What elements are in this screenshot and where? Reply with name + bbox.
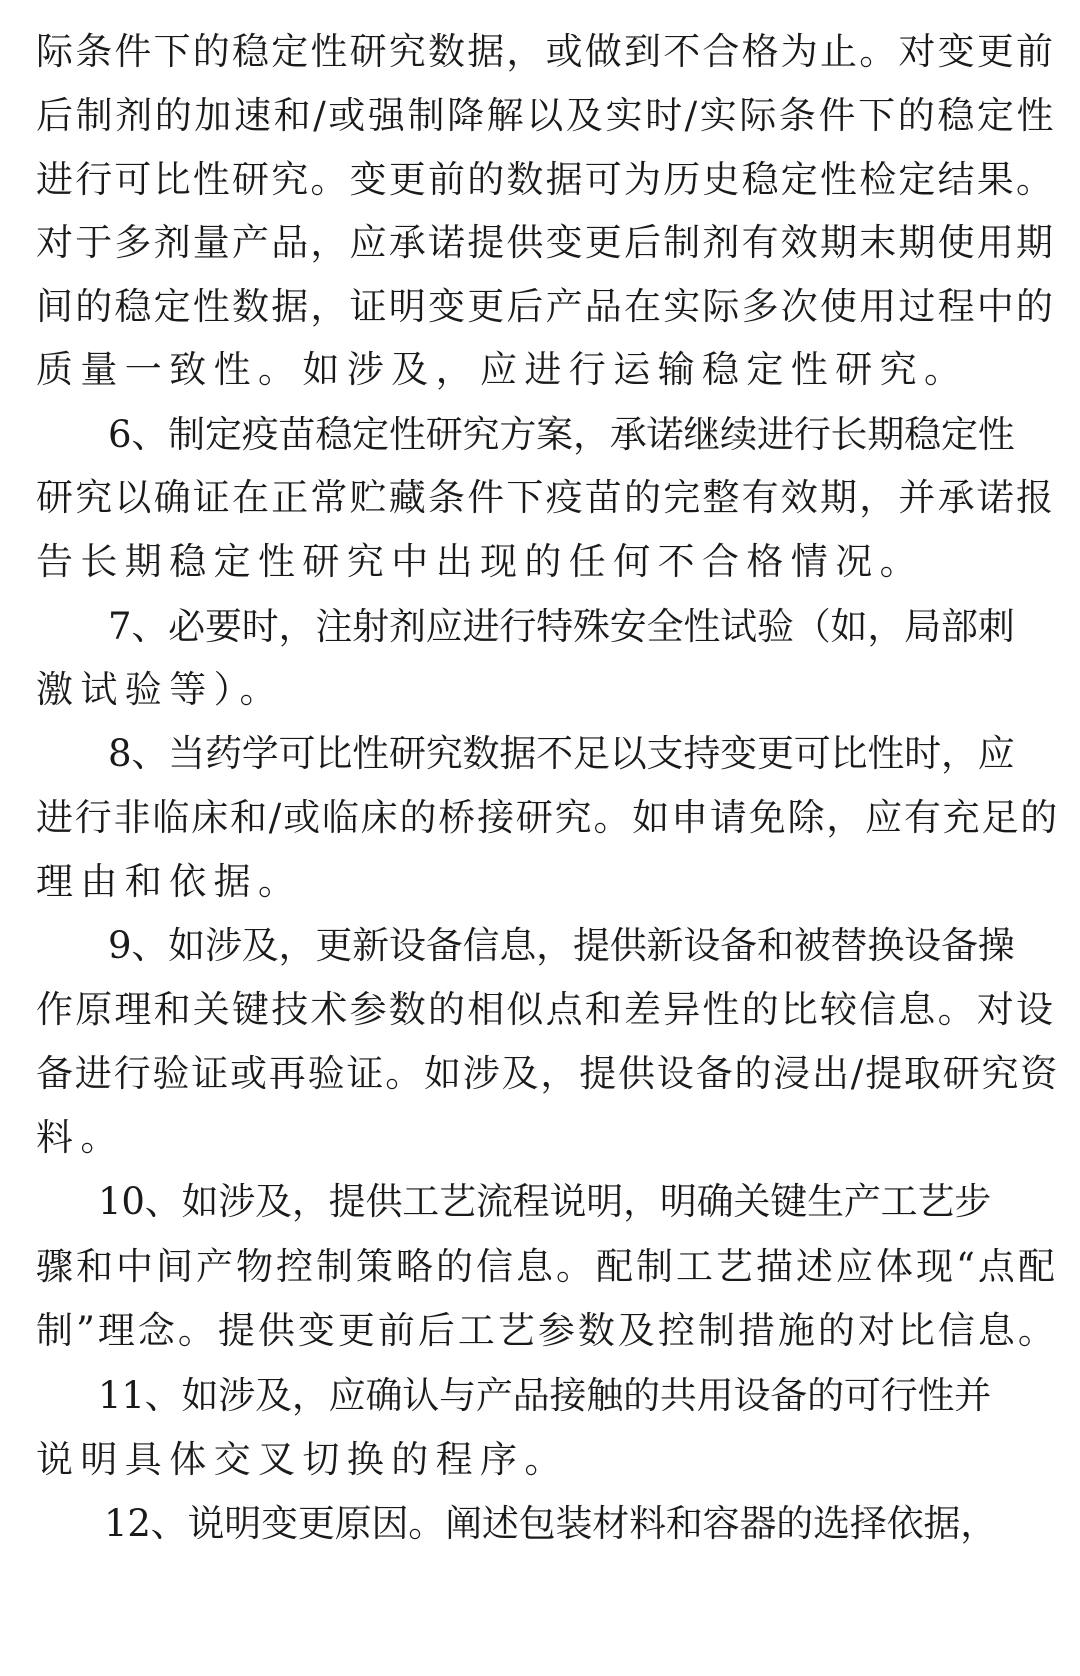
text-line: 告长期稳定性研究中出现的任何不合格情况。	[36, 540, 924, 583]
paragraph-10-start: 10、如涉及，提供工艺流程说明，明确关键生产工艺步	[98, 1180, 992, 1223]
text-line: 激试验等）。	[36, 668, 284, 711]
text-line: 后制剂的加速和/或强制降解以及实时/实际条件下的稳定性	[36, 94, 1057, 137]
text-line: 料。	[36, 1116, 125, 1159]
text-line: 进行非临床和/或临床的桥接研究。如申请免除，应有充足的	[36, 796, 1060, 839]
paragraph-9-start: 9、如涉及，更新设备信息，提供新设备和被替换设备操	[108, 924, 1015, 967]
paragraph-6-start: 6、制定疫苗稳定性研究方案，承诺继续进行长期稳定性	[108, 413, 1015, 456]
paragraph-12-start: 12、说明变更原因。阐述包装材料和容器的选择依据，	[104, 1502, 998, 1545]
text-line: 备进行验证或再验证。如涉及，提供设备的浸出/提取研究资	[36, 1052, 1060, 1095]
text-line: 理由和依据。	[36, 860, 303, 903]
text-line: 进行可比性研究。变更前的数据可为历史稳定性检定结果。	[36, 158, 1056, 201]
text-line: 研究以确证在正常贮藏条件下疫苗的完整有效期，并承诺报	[36, 476, 1056, 519]
text-line: 质量一致性。如涉及，应进行运输稳定性研究。	[36, 348, 969, 391]
paragraph-7-start: 7、必要时，注射剂应进行特殊安全性试验（如，局部刺	[108, 605, 1015, 648]
text-line: 际条件下的稳定性研究数据，或做到不合格为止。对变更前	[36, 30, 1056, 73]
text-line: 说明具体交叉切换的程序。	[36, 1438, 569, 1481]
text-line: 间的稳定性数据，证明变更后产品在实际多次使用过程中的	[36, 285, 1056, 328]
paragraph-8-start: 8、当药学可比性研究数据不足以支持变更可比性时，应	[108, 732, 1015, 775]
text-line: 制”理念。提供变更前后工艺参数及控制措施的对比信息。	[36, 1309, 1058, 1352]
text-line: 作原理和关键技术参数的相似点和差异性的比较信息。对设	[36, 988, 1056, 1031]
paragraph-11-start: 11、如涉及，应确认与产品接触的共用设备的可行性并	[98, 1374, 992, 1417]
text-line: 对于多剂量产品，应承诺提供变更后制剂有效期末期使用期	[36, 221, 1056, 264]
text-line: 骤和中间产物控制策略的信息。配制工艺描述应体现“点配	[36, 1245, 1058, 1288]
